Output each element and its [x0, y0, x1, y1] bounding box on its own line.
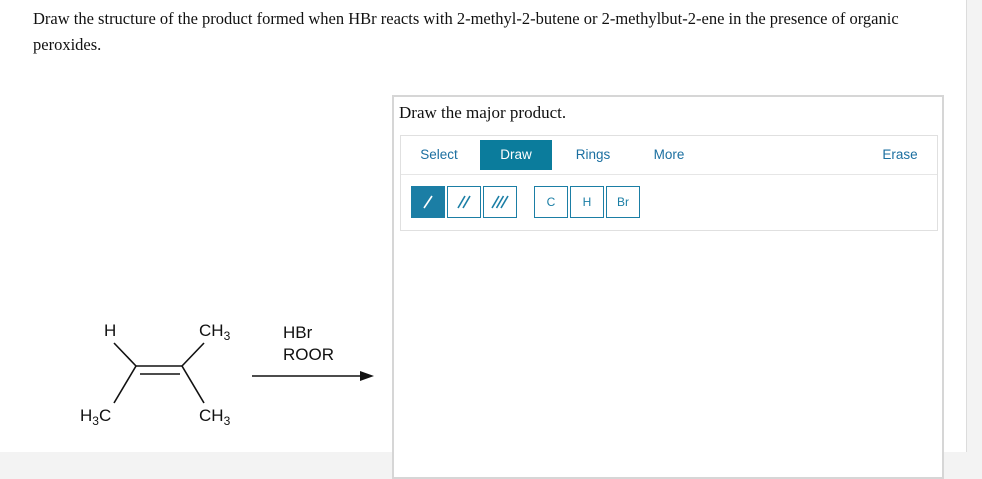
single-bond-button[interactable] [411, 186, 445, 218]
atom-hydrogen-button[interactable]: H [570, 186, 604, 218]
drawing-canvas[interactable] [394, 233, 942, 477]
alkene-bonds [0, 0, 400, 452]
atom-bromine-button[interactable]: Br [606, 186, 640, 218]
bond-c2-to-ch3-top [182, 343, 204, 366]
triple-bond-button[interactable] [483, 186, 517, 218]
question-text: Draw the structure of the product formed when HBr reacts with 2-methyl-2-butene or 2-methylbut-2-ene in the presence of organic peroxides. [33, 9, 899, 54]
atom-h-top-left: H [104, 321, 117, 340]
tab-select[interactable]: Select [420, 147, 458, 162]
atom-ch3-bottom-right: $CH_3$ [199, 406, 231, 428]
reaction-scheme [0, 0, 400, 452]
double-bond-icon [456, 194, 472, 210]
single-bond-icon [420, 194, 436, 210]
tab-more[interactable]: More [653, 147, 685, 162]
reagent-roor: ROOR [283, 345, 334, 364]
atom-ch3-top-right: $CH_3$ [199, 321, 231, 343]
tab-erase[interactable]: Erase [882, 147, 918, 162]
reagent-hbr: HBr [283, 323, 313, 342]
double-bond-button[interactable] [447, 186, 481, 218]
bond-c2-to-ch3-bottom [182, 366, 204, 403]
reaction-arrow-head [360, 371, 374, 381]
atom-carbon-button[interactable]: C [534, 186, 568, 218]
panel-title: Draw the major product. [399, 103, 567, 122]
bond-h-to-c1 [114, 343, 136, 366]
triple-bond-icon [491, 194, 509, 210]
drawing-panel [392, 95, 944, 479]
tab-draw[interactable]: Draw [480, 140, 552, 170]
atom-h3c-bottom-left: $H_3C$ [80, 406, 112, 428]
bond-ch3-to-c1 [114, 366, 136, 403]
toolbar-tabs [401, 136, 937, 175]
tab-rings[interactable]: Rings [575, 147, 611, 162]
drawing-toolbar [400, 135, 938, 231]
